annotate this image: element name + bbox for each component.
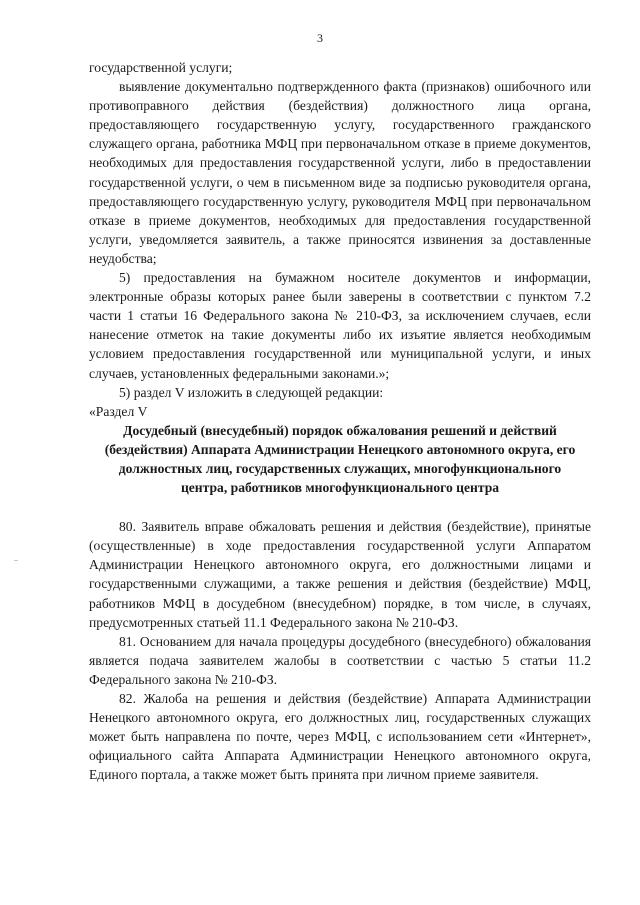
clause-81: 81. Основанием для начала процедуры досудебного (внесудебного) обжалования является подача заявителем жалобы в соответствии с частью 5 статьи 11.2 Федерального закона № 210-ФЗ. — [89, 633, 591, 687]
section-label: «Раздел V — [89, 403, 148, 419]
paragraph-item-5-paper-documents: 5) предоставления на бумажном носителе документов и информации, электронные образы которых ранее были заверены в соответствии с пунктом 7.2 части 1 статьи 16 Федерального закона № 210-ФЗ, за исключением случаев, если нанесение отметок на такие документы либо их изъятие является необходимым условием предоставления государственной или муниципальной услуги, и иных случаев, установленных федеральными законами.»; — [89, 270, 591, 381]
page-number: 3 — [317, 31, 323, 45]
paragraph-continued-service: государственной услуги; — [89, 60, 233, 75]
scan-artifact-mark — [14, 560, 18, 561]
paragraph-item-5-section-v-amendment: 5) раздел V изложить в следующей редакции: — [119, 384, 384, 400]
paragraph-error-detection: выявление документально подтвержденного факта (признаков) ошибочного или противоправного действия (бездействия) должностного лица органа, предоставляющего государственную услугу, государственного гражданского служащего органа, работника МФЦ при первоначальном отказе в приеме документов, необходимых для предоставления государственной услуги, либо в предоставлении государственной услуги, о чем в письменном виде за подписью руководителя органа, предоставляющего государственную услугу, руководителя МФЦ при первоначальном отказе в приеме документов, необходимых для предоставления государственной услуги, уведомляется заявитель, а также приносятся извинения за доставленные неудобства; — [89, 79, 591, 266]
clause-80: 80. Заявитель вправе обжаловать решения и действия (бездействие), принятые (осуществленные) в ходе предоставления государственной услуги Аппаратом Администрации Ненецкого автономного округа, его должностными лицами и государственными служащими, а также решения и действия (бездействие) МФЦ, работников МФЦ в досудебном (внесудебном) порядке, в том числе, в случаях, предусмотренных статьей 11.1 Федерального закона № 210-ФЗ. — [89, 519, 591, 630]
document-body — [89, 58, 591, 784]
section-heading: Досудебный (внесудебный) порядок обжалования решений и действий (бездействия) Аппарата Администрации Ненецкого автономного округа, его должностных лиц, государственных служащих, многофункционального центра, работников многофункционального центра — [104, 422, 576, 496]
clause-82: 82. Жалоба на решения и действия (бездействие) Аппарата Администрации Ненецкого автономного округа, его должностных лиц, государственных служащих может быть направлена по почте, через МФЦ, с использованием сети «Интернет», официального сайта Аппарата Администрации Ненецкого автономного округа, Единого портала, а также может быть принята при личном приеме заявителя. — [89, 691, 591, 783]
